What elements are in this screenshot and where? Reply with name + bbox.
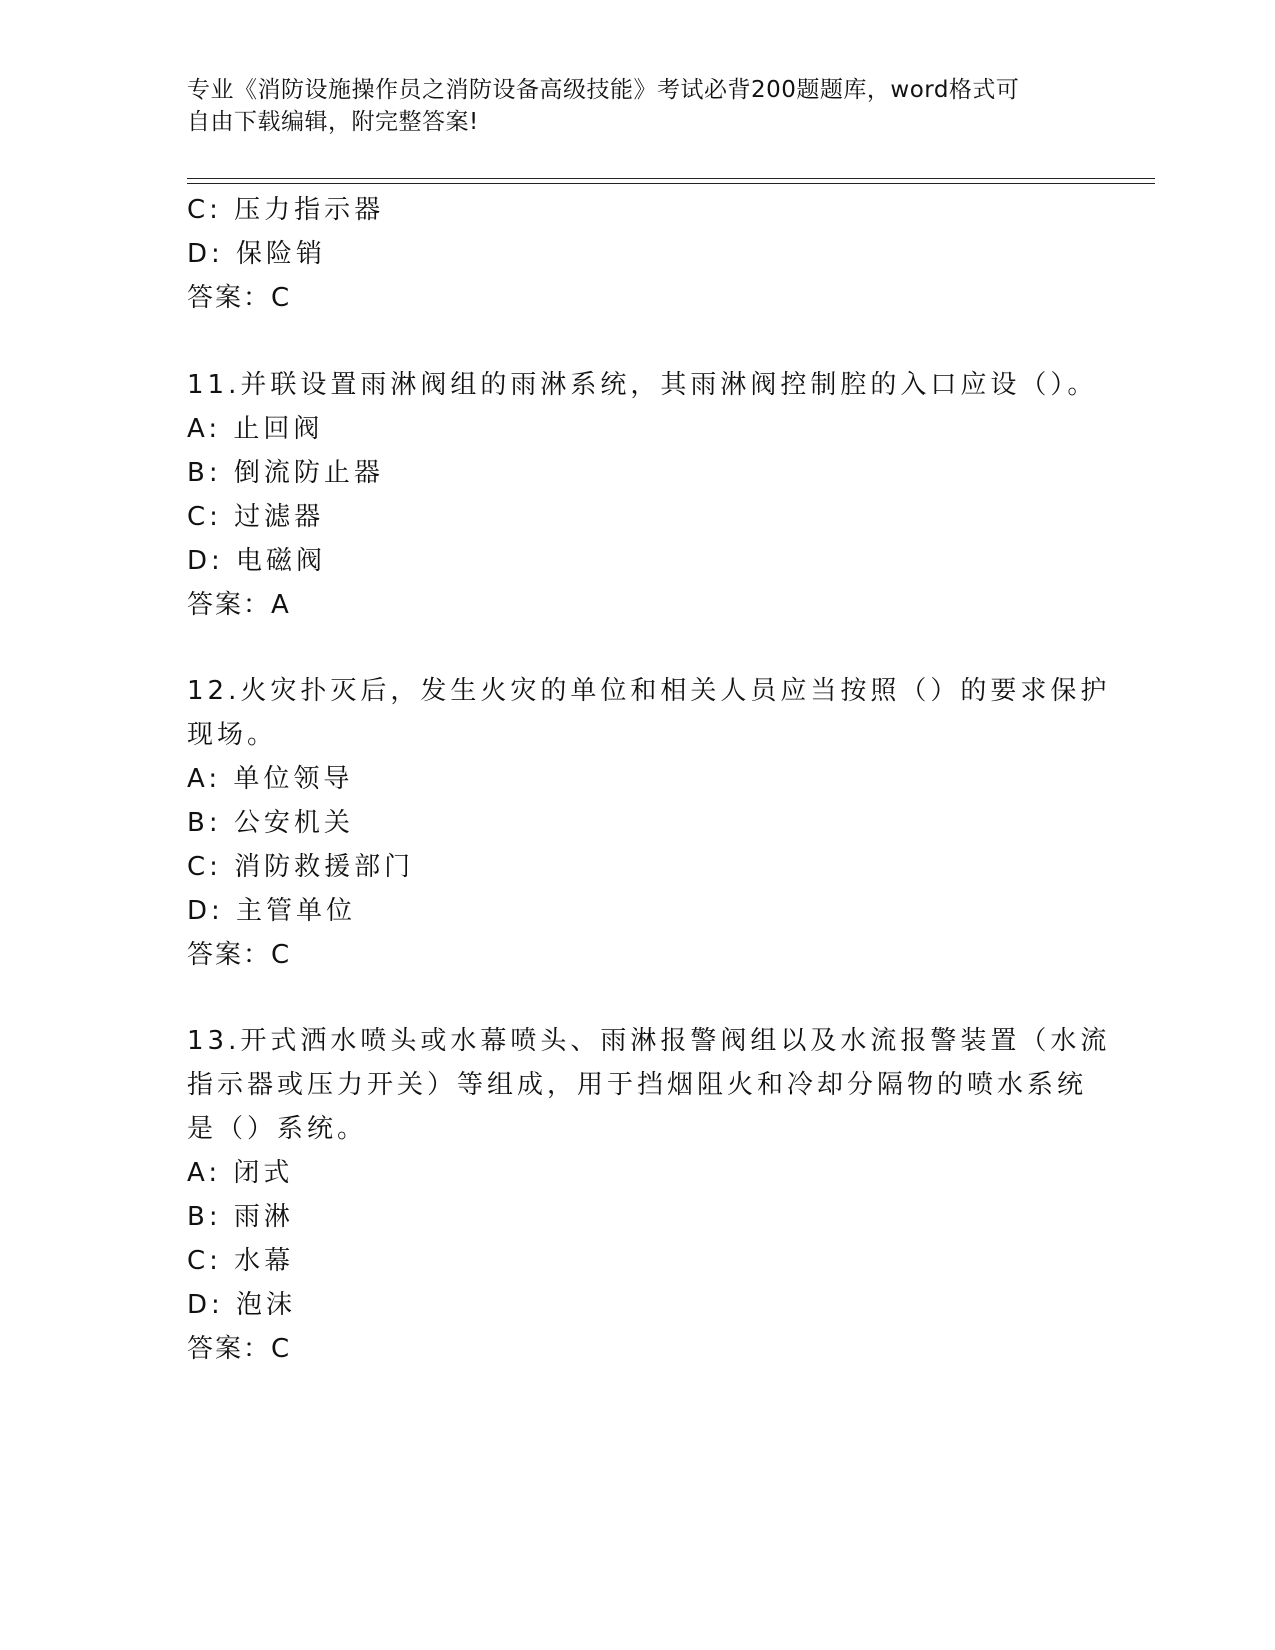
q11-question: 11.并联设置雨淋阀组的雨淋系统，其雨淋阀控制腔的入口应设（）。 — [187, 370, 1098, 400]
header-line-2: 自由下载编辑，附完整答案! — [187, 109, 479, 135]
document-header — [187, 74, 1067, 138]
q12-question-line-2: 现场。 — [187, 720, 278, 750]
q13-question-line-2: 指示器或压力开关）等组成，用于挡烟阻火和冷却分隔物的喷水系统 — [187, 1070, 1088, 1100]
q13-question-line-1: 13.开式洒水喷头或水幕喷头、雨淋报警阀组以及水流报警装置（水流 — [187, 1026, 1111, 1056]
q12-question-line-1: 12.火灾扑灭后，发生火灾的单位和相关人员应当按照（）的要求保护 — [187, 676, 1111, 706]
q12-answer: 答案：C — [187, 940, 292, 970]
q12-option-b: B: 公安机关 — [187, 808, 354, 838]
q12-option-d: D: 主管单位 — [187, 896, 357, 926]
header-line-1: 专业《消防设施操作员之消防设备高级技能》考试必背200题题库，word格式可 — [187, 77, 1020, 103]
q13-option-b: B: 雨淋 — [187, 1202, 294, 1232]
prev-option-c: C: 压力指示器 — [187, 195, 385, 225]
header-rule-top — [187, 178, 1155, 179]
q13-option-d: D: 泡沫 — [187, 1290, 297, 1320]
q13-option-a: A: 闭式 — [187, 1158, 294, 1188]
q11-option-c: C: 过滤器 — [187, 502, 325, 532]
prev-option-d: D: 保险销 — [187, 239, 327, 269]
q11-answer: 答案：A — [187, 590, 291, 620]
q11-option-a: A: 止回阀 — [187, 414, 324, 444]
q12-option-c: C: 消防救援部门 — [187, 852, 415, 882]
q13-question-line-3: 是（）系统。 — [187, 1114, 368, 1144]
q13-option-c: C: 水幕 — [187, 1246, 295, 1276]
q13-answer: 答案：C — [187, 1334, 292, 1364]
q11-option-d: D: 电磁阀 — [187, 546, 327, 576]
prev-answer: 答案：C — [187, 283, 292, 313]
header-rule-bottom — [187, 183, 1155, 184]
q11-option-b: B: 倒流防止器 — [187, 458, 384, 488]
q12-option-a: A: 单位领导 — [187, 764, 354, 794]
